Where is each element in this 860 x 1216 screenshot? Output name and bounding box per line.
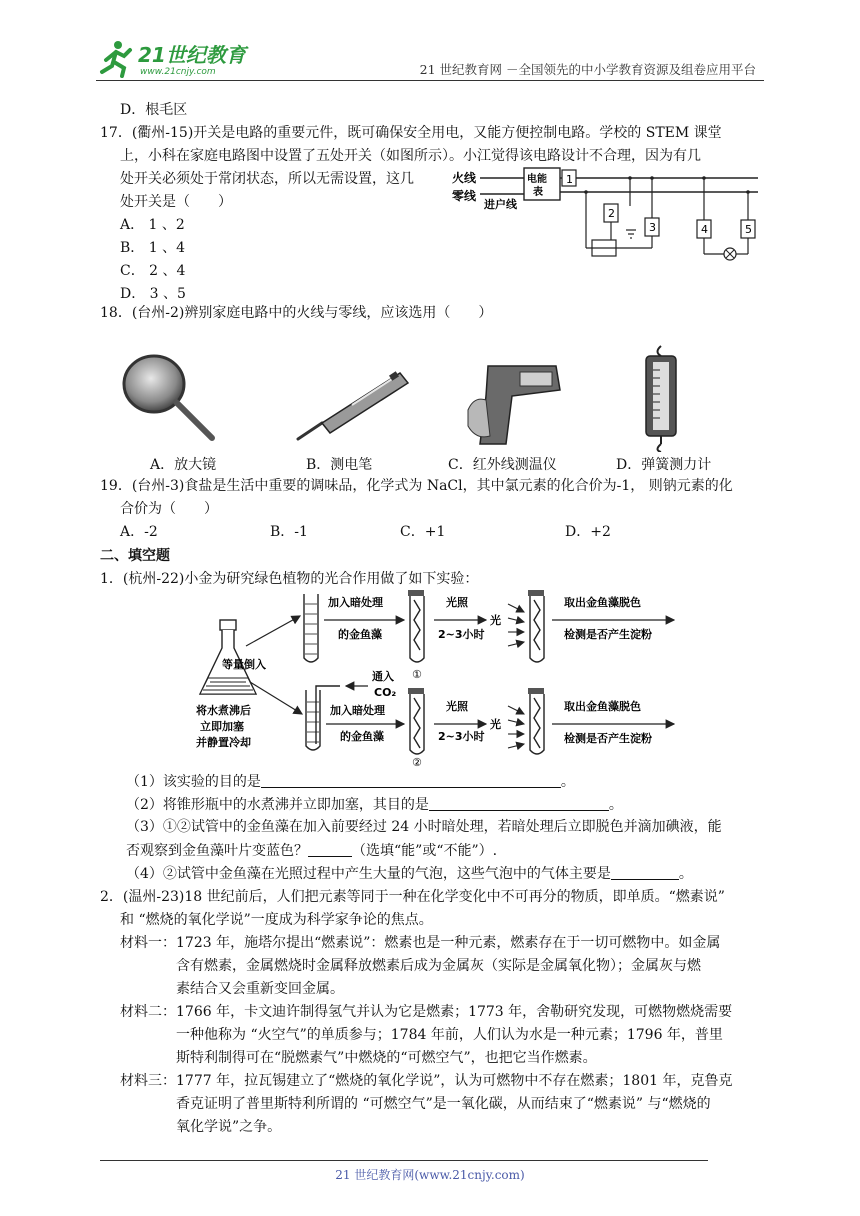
tube-number-2: ② bbox=[412, 756, 422, 768]
answer-blank-2[interactable] bbox=[429, 794, 609, 811]
flask-icon bbox=[200, 620, 256, 694]
test-pen-image bbox=[292, 365, 412, 445]
q19-option-a: A．-2 bbox=[120, 524, 158, 540]
fq1-sub3a: （3）①②试管中的金鱼藻在加入前要经过 24 小时暗处理，若暗处理后立即脱色并滴加碘液，能 bbox=[126, 819, 722, 835]
material3-line3: 氧化学说”之争。 bbox=[176, 1119, 282, 1135]
material1-line3: 素结合又会重新变回金属。 bbox=[176, 981, 344, 997]
q17-option-a: A． 1 、2 bbox=[120, 217, 185, 233]
co2-label-1: 通入 bbox=[372, 670, 394, 683]
svg-text:2: 2 bbox=[608, 207, 615, 220]
tube-number-1: ① bbox=[412, 668, 422, 681]
co2-label-2: CO₂ bbox=[374, 686, 397, 699]
q17-line3: 处开关必须处于常闭状态，所以无需设置，这几 bbox=[120, 171, 414, 187]
tube-2a bbox=[306, 686, 340, 750]
logo-text: 21世纪教育 bbox=[138, 43, 246, 67]
tube-1a bbox=[304, 594, 318, 662]
q17-option-c: C． 2 、4 bbox=[120, 263, 186, 279]
footer-rule bbox=[100, 1160, 708, 1161]
site-logo bbox=[96, 38, 266, 80]
tube-1c bbox=[528, 590, 544, 662]
q18-option-d: D．弹簧测力计 bbox=[616, 457, 712, 473]
q17-option-b: B． 1 、4 bbox=[120, 240, 186, 256]
logo-url: www.21cnjy.com bbox=[140, 67, 216, 77]
light-rays-2 bbox=[508, 706, 524, 748]
q18-option-c: C．红外线测温仪 bbox=[448, 457, 557, 473]
q19-option-d: D．+2 bbox=[565, 524, 611, 540]
svg-text:表: 表 bbox=[533, 187, 543, 198]
header-rule bbox=[96, 80, 764, 81]
alga1-label: 的金鱼藻 bbox=[338, 628, 382, 641]
live-wire-label: 火线 bbox=[452, 171, 477, 185]
material1-line1: 材料一：1723 年，施塔尔提出“燃素说”：燃素也是一种元素，燃素存在于一切可燃物中。如金属 bbox=[120, 935, 721, 951]
experiment-diagram bbox=[190, 590, 680, 768]
runner-icon bbox=[102, 41, 130, 76]
light-word-1: 光 bbox=[490, 614, 501, 627]
flask-label-3: 并静置冷却 bbox=[196, 736, 251, 749]
fq1-sub3b: 否观察到金鱼藻叶片变蓝色？ （选填“能”或“不能”）. bbox=[126, 840, 497, 861]
material3-line2: 香克证明了普里斯特利所谓的 “可燃空气”是一氧化碳，从而结束了“燃素说” 与“燃烧的 bbox=[176, 1096, 711, 1112]
footer-text: 21 世纪教育网(www.21cnjy.com) bbox=[335, 1168, 525, 1182]
dark1-label: 加入暗处理 bbox=[328, 596, 383, 609]
tube-2b bbox=[408, 688, 424, 754]
material1-line2: 含有燃素，金属燃烧时金属释放燃素后成为金属灰（实际是金属氧化物）；金属灰与燃 bbox=[176, 958, 701, 974]
svg-text:1: 1 bbox=[566, 173, 573, 186]
q18-option-a: A．放大镜 bbox=[150, 457, 217, 473]
answer-blank-1[interactable] bbox=[261, 771, 561, 788]
q19-option-c: C．+1 bbox=[400, 524, 446, 540]
material2-line2: 一种他称为 “火空气”的单质参与；1784 年前，人们认为水是一种元素；1796 年，普里 bbox=[176, 1027, 723, 1043]
tube-1b bbox=[408, 590, 424, 662]
fq1-sub2: （2）将锥形瓶中的水煮沸并立即加塞，其目的是 。 bbox=[126, 794, 623, 815]
fq1-stem: 1．(杭州-22)小金为研究绿色植物的光合作用做了如下实验： bbox=[100, 571, 479, 587]
svg-text:电能: 电能 bbox=[527, 174, 547, 185]
entry-wire-label: 进户线 bbox=[484, 198, 517, 211]
material2-line3: 斯特利制得可在“脱燃素气”中燃烧的“可燃空气”，也把它当作燃素。 bbox=[176, 1050, 597, 1066]
fq2-line1: 2．(温州-23)18 世纪前后，人们把元素等同于一种在化学变化中不可再分的物质，即单质。“燃素说” bbox=[100, 889, 725, 905]
header-slogan: 21 世纪教育网 －全国领先的中小学教育资源及组卷应用平台 bbox=[419, 62, 756, 77]
dark2-label: 加入暗处理 bbox=[330, 704, 385, 717]
q18-stem: 18．(台州-2)辨别家庭电路中的火线与零线，应该选用（ ） bbox=[100, 305, 493, 321]
light-rays-1 bbox=[508, 604, 524, 646]
fq2-line2: 和 “燃烧的氧化学说”一度成为科学家争论的焦点。 bbox=[120, 912, 433, 928]
flask-label-2: 立即加塞 bbox=[200, 720, 244, 733]
tube-2c bbox=[528, 688, 544, 754]
q16-option-d: D．根毛区 bbox=[120, 102, 188, 118]
extract-label-1: 取出金鱼藻脱色 bbox=[564, 596, 641, 609]
detect-label-1: 检测是否产生淀粉 bbox=[564, 628, 652, 641]
light-word-2: 光 bbox=[490, 718, 501, 731]
flask-label-1: 将水煮沸后 bbox=[196, 704, 251, 717]
time-label-1: 2~3小时 bbox=[438, 628, 485, 641]
fq1-sub1: （1）该实验的目的是 。 bbox=[126, 771, 575, 792]
section-title: 二、填空题 bbox=[100, 548, 170, 564]
q18-option-b: B．测电笔 bbox=[306, 457, 373, 473]
svg-text:4: 4 bbox=[701, 223, 708, 236]
light-label-2: 光照 bbox=[446, 700, 468, 713]
answer-blank-4[interactable] bbox=[611, 863, 679, 880]
light-label-1: 光照 bbox=[446, 596, 468, 609]
neutral-wire-label: 零线 bbox=[452, 189, 477, 203]
q19-line2: 合价为（ ） bbox=[120, 501, 218, 517]
material2-line1: 材料二：1766 年，卡文迪许制得氢气并认为它是燃素；1773 年，舍勒研究发现，可燃物燃烧需要 bbox=[120, 1004, 733, 1020]
magnifier-image bbox=[118, 350, 218, 445]
q17-line2: 上，小科在家庭电路图中设置了五处开关（如图所示）。小江觉得该电路设计不合理，因为有几 bbox=[120, 148, 701, 164]
alga2-label: 的金鱼藻 bbox=[340, 730, 384, 743]
infrared-thermometer-image bbox=[460, 356, 570, 448]
detect-label-2: 检测是否产生淀粉 bbox=[564, 732, 652, 745]
material3-line1: 材料三：1777 年，拉瓦锡建立了“燃烧的氧化学说”，认为可燃物中不存在燃素；1801 年，克鲁克 bbox=[120, 1073, 733, 1089]
q17-line4: 处开关是（ ） bbox=[120, 194, 232, 210]
fq1-sub4: （4）②试管中金鱼藻在光照过程中产生大量的气泡，这些气泡中的气体主要是 。 bbox=[126, 863, 693, 884]
q17-line1: 17．(衢州-15)开关是电路的重要元件，既可确保安全用电，又能方便控制电路。学校的 STEM 课堂 bbox=[100, 125, 722, 141]
pour-label: 等量倒入 bbox=[222, 658, 266, 671]
q19-option-b: B．-1 bbox=[270, 524, 308, 540]
svg-text:5: 5 bbox=[745, 223, 752, 236]
q17-option-d: D． 3 、5 bbox=[120, 286, 186, 302]
svg-text:3: 3 bbox=[649, 221, 656, 234]
circuit-diagram bbox=[440, 160, 770, 270]
answer-blank-3[interactable] bbox=[308, 840, 352, 857]
extract-label-2: 取出金鱼藻脱色 bbox=[564, 700, 641, 713]
q19-line1: 19．(台州-3)食盐是生活中重要的调味品，化学式为 NaCl，其中氯元素的化合价为-1， 则钠元素的化 bbox=[100, 478, 733, 494]
spring-scale-image bbox=[636, 344, 686, 452]
time-label-2: 2~3小时 bbox=[438, 730, 485, 743]
